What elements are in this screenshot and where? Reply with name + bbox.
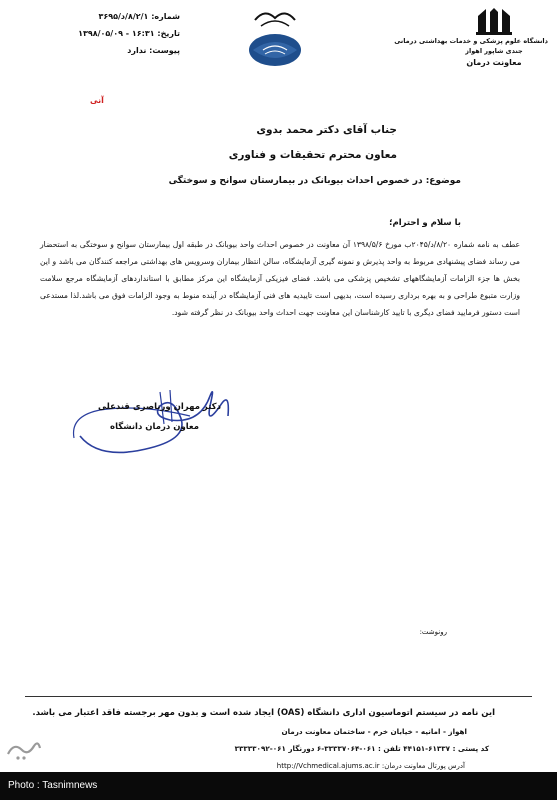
footer-address: اهواز - امانیه - خیابان خرم - ساختمان معاونت درمان (281, 727, 467, 736)
letter-date-value: ۱۶:۳۱ - ۱۳۹۸/۰۵/۰۹ (78, 29, 155, 38)
letter-body: عطف به نامه شماره ۸/۲۰/د/۲۰۴۵ب مورخ ۱۳۹۸/۵/۶ آن معاونت در خصوص احداث واحد بیوبانک در طبقه اول بیمارستان سوانح و سوختگی به استحضار می رساند فضای پیشنهادی مربوط به واحد پذیرش و نمونه گیری آزمایشگاه، سالن انتظار بیماران وسرویس های بهداشتی مراجعه کنندگان می باشد و این بخش ها جزء الزامات آزمایشگاههای تشخیص پزشکی می باشد. فضای فیزیکی آزمایشگاه این مرکز مطابق با استانداردهای آزمایشگاه مرجع سلامت وزارت متبوع طراحی و به بهره برداری رسیده است، بدیهی است تاییدیه های فنی آزمایشگاه در آینده منوط به وجود الزامات فوق می باشد.لذا مستدعی است دستور فرمایید فضای دیگری با تایید کارشناسان این معاونت جهت احداث واحد بیوبانک در نظر گرفته شود. (40, 240, 520, 317)
letter-number-label: شماره: (151, 12, 180, 21)
letter-meta (30, 8, 180, 59)
cc-label: رونوشت: (419, 628, 447, 636)
signer-name: دکتر مهران ورناصری قندعلی (98, 402, 221, 412)
tasnim-watermark-logo (4, 736, 44, 762)
calligraphy-emblem-icon (235, 6, 315, 70)
footer-contact: کد پستی : ۶۱۳۳۷-۴۴۱۵۱ تلفن : ۰۶۱-۳۳۳۳۷۰۶۴-۶ دورنگار ۰۶۱-۳۳۳۳۳۰۹۲ (234, 744, 489, 753)
department-name: معاونت درمان (466, 58, 522, 67)
letter-attachment-label: پیوست: (149, 46, 180, 55)
letter-subject: موضوع: در خصوص احداث بیوبانک در بیمارستان سوانح و سوختگی (168, 176, 461, 186)
letter-date-label: تاریخ: (157, 29, 180, 38)
letter-greeting: با سلام و احترام؛ (389, 218, 461, 228)
university-logo-block (394, 6, 548, 67)
university-name-line-1: دانشگاه علوم پزشکی و خدمات بهداشتی درمانی (394, 37, 548, 45)
addressee-title: معاون محترم تحقیقات و فناوری (228, 149, 397, 161)
signer-title: معاون درمان دانشگاه (110, 422, 199, 432)
urgent-badge: آنی (90, 96, 104, 105)
footer-portal-link[interactable]: آدرس پورتال معاونت درمان: http://Vchmedical.ajums.ac.ir (276, 762, 465, 770)
footer-notice: این نامه در سیستم اتوماسیون اداری دانشگاه (OAS) ایجاد شده است و بدون مهر برجسته فاقد اعتبار می باشد. (32, 708, 495, 718)
bismillah-emblem (235, 6, 315, 70)
signature-scribble-icon (60, 376, 290, 466)
university-name-line-2: جندی شاپور اهواز (465, 47, 523, 55)
letter-date-row (30, 25, 180, 42)
footer-divider (25, 696, 532, 697)
letter-attachment-row (30, 42, 180, 59)
letter-number-value: ۸/۲/۱/د/۳۶۹۵ (98, 12, 149, 21)
letter-number-row (30, 8, 180, 25)
handwritten-signature (60, 376, 290, 466)
addressee-name: جناب آقای دکتر محمد بدوی (256, 124, 397, 136)
letter-attachment-value: ندارد (127, 46, 147, 55)
university-logo-icon (474, 6, 514, 36)
photo-credit-bar: Photo : Tasnimnews (0, 772, 557, 800)
tasnim-logo-icon (4, 736, 44, 762)
